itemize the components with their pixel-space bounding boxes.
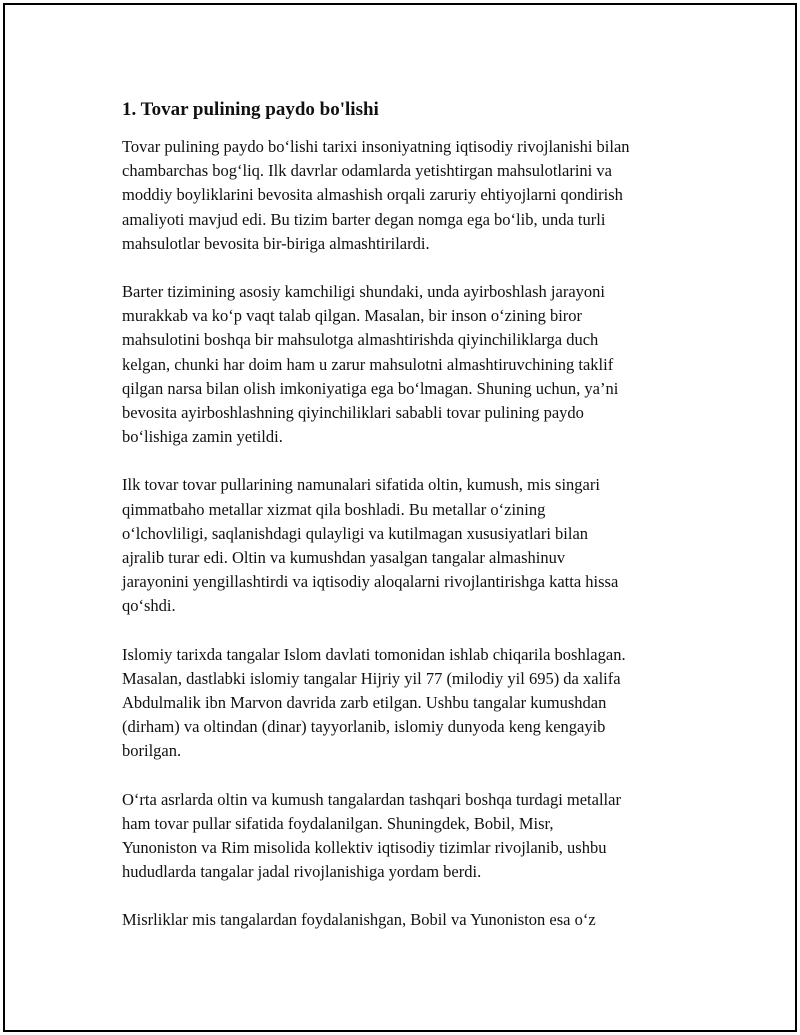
section-heading: 1. Tovar pulining paydo bo'lishi — [122, 99, 379, 120]
paragraph-line: kelgan, chunki har doim ham u zarur mahsulotni almashtiruvchining taklif — [122, 354, 614, 374]
paragraph — [122, 908, 702, 932]
paragraph-line: ham tovar pullar sifatida foydalanilgan. Shuningdek, Bobil, Misr, — [122, 813, 554, 833]
paragraph — [122, 135, 702, 256]
paragraph-line: mahsulotini boshqa bir mahsulotga almashtirishda qiyinchiliklarga duch — [122, 330, 599, 350]
paragraph-line: hududlarda tangalar jadal rivojlanishiga yordam berdi. — [122, 862, 482, 882]
paragraph-line: ajralib turar edi. Oltin va kumushdan yasalgan tangalar almashinuv — [122, 548, 566, 568]
paragraph — [122, 643, 702, 764]
paragraph-line: o‘lchovliligi, saqlanishdagi qulayligi va kutilmagan xususiyatlari bilan — [122, 523, 589, 543]
paragraph — [122, 473, 702, 618]
paragraph-line: amaliyoti mavjud edi. Bu tizim barter degan nomga ega bo‘lib, unda turli — [122, 209, 606, 229]
paragraph-line: O‘rta asrlarda oltin va kumush tangalardan tashqari boshqa turdagi metallar — [122, 789, 621, 809]
paragraph-line: Misrliklar mis tangalardan foydalanishgan, Bobil va Yunoniston esa o‘z — [122, 910, 596, 930]
paragraph-line: bo‘lishiga zamin yetildi. — [122, 427, 283, 447]
paragraph-line: borilgan. — [122, 741, 182, 761]
paragraph-line: (dirham) va oltindan (dinar) tayyorlanib, islomiy dunyoda keng kengayib — [122, 717, 606, 737]
paragraph — [122, 788, 702, 885]
paragraph-line: Ilk tovar tovar pullarining namunalari sifatida oltin, kumush, mis singari — [122, 475, 600, 495]
paragraph-line: mahsulotlar bevosita bir-biriga almashtirilardi. — [122, 233, 430, 253]
paragraph-line: qimmatbaho metallar xizmat qila boshladi. Bu metallar o‘zining — [122, 499, 546, 519]
paragraph-line: bevosita ayirboshlashning qiyinchiliklari sababli tovar pulining paydo — [122, 403, 584, 423]
paragraph-line: moddiy boyliklarini bevosita almashish orqali zaruriy ehtiyojlarni qondirish — [122, 185, 623, 205]
paragraph-line: Islomiy tarixda tangalar Islom davlati tomonidan ishlab chiqarila boshlagan. — [122, 644, 626, 664]
paragraph-line: Yunoniston va Rim misolida kollektiv iqtisodiy tizimlar rivojlanib, ushbu — [122, 838, 607, 858]
paragraph-line: chambarchas bog‘liq. Ilk davrlar odamlarda yetishtirgan mahsulotlarini va — [122, 161, 612, 181]
paragraph-line: Barter tizimining asosiy kamchiligi shundaki, unda ayirboshlash jarayoni — [122, 282, 605, 302]
paragraph — [122, 280, 702, 449]
paragraph-line: jarayonini yengillashtirdi va iqtisodiy aloqalarni rivojlantirishga katta hissa — [122, 572, 619, 592]
paragraph-line: Tovar pulining paydo bo‘lishi tarixi insoniyatning iqtisodiy rivojlanishi bilan — [122, 137, 630, 156]
paragraph-line: qilgan narsa bilan olish imkoniyatiga ega bo‘lmagan. Shuning uchun, ya’ni — [122, 378, 619, 398]
paragraph-line: murakkab va ko‘p vaqt talab qilgan. Masalan, bir inson o‘zining biror — [122, 306, 583, 326]
paragraph-line: Abdulmalik ibn Marvon davrida zarb etilgan. Ushbu tangalar kumushdan — [122, 693, 607, 713]
page-frame — [3, 3, 797, 1032]
paragraph-line: Masalan, dastlabki islomiy tangalar Hijriy yil 77 (milodiy yil 695) da xalifa — [122, 668, 621, 688]
paragraph-list — [122, 135, 702, 933]
document-body — [122, 97, 702, 957]
paragraph-line: qo‘shdi. — [122, 596, 176, 616]
